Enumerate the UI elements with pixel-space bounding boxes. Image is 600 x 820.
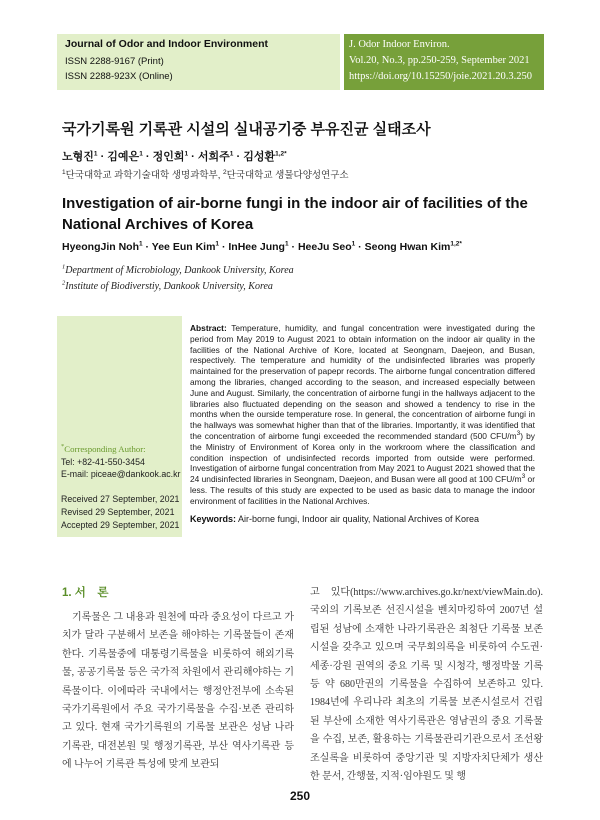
affiliation-2: $^2$Institute of Biodiverstiy, Dankook University, Korea xyxy=(62,279,273,292)
date-accepted: Accepted 29 September, 2021 xyxy=(61,520,180,530)
english-author-affiliation-mark: 1 xyxy=(284,240,289,248)
korean-author-name: 노형진 xyxy=(62,151,94,163)
english-author-name: InHee Jung xyxy=(228,241,285,253)
korean-affiliations: $^1$단국대학교 과학기술대학 생명과학부, $^2$단국대학교 생물다양성연구소 xyxy=(62,168,349,181)
english-author-name: HeeJu Seo xyxy=(297,241,352,253)
section-heading-introduction: 1. 서 론 xyxy=(62,587,109,599)
journal-header-right xyxy=(344,34,544,90)
english-author-affiliation-mark: 1,2* xyxy=(450,240,462,248)
corresponding-tel: Tel: +82-41-550-3454 xyxy=(61,457,145,467)
korean-author-name: 김성환 xyxy=(243,151,276,163)
journal-abbrev: J. Odor Indoor Environ. xyxy=(349,39,450,50)
korean-title: 국가기록원 기록관 시설의 실내공기중 부유진균 실태조사 xyxy=(62,121,431,138)
english-title: Investigation of air-borne fungi in the indoor air of facilities of the National Archives of Korea xyxy=(62,195,528,233)
korean-authors xyxy=(62,148,287,164)
issn-online: ISSN 2288-923X (Online) xyxy=(65,71,173,82)
date-revised: Revised 29 September, 2021 xyxy=(61,507,175,517)
corresponding-label: *Corresponding Author: xyxy=(61,443,146,454)
english-author-separator: · xyxy=(219,241,229,253)
english-authors xyxy=(62,241,462,253)
page-number: 250 xyxy=(289,789,311,803)
body-column-1: 기록물은 그 내용과 원천에 따라 중요성이 다르고 가치가 달라 구분해서 보존을 해야하는 기록물들이 존재한다. 기록물중에 대통령기록물을 비롯하여 해외기록물, 공공기록물 등은 국가적 차원에서 관리해야하는 기록물이다. 이에따라 국내에서는 행정안전부에 소속된 국가기록원에서 주요 국가기록물을 수집·보존 관리하고 있다. 현재 국가기록원의 기록물 보관은 성남 나라기록관, 대전본원 및 행정기록관, 부산 역사기록관 등에 나누어 기록관 특성에 맞게 보관되 xyxy=(62,612,294,771)
english-author-affiliation-mark: 1 xyxy=(139,240,143,248)
volume-pages: Vol.20, No.3, pp.250-259, September 2021 xyxy=(349,55,530,66)
english-author-separator: · xyxy=(288,241,298,253)
korean-author-separator: · xyxy=(188,151,198,163)
korean-author-affiliation-mark: 1 xyxy=(93,150,98,158)
english-author-separator: · xyxy=(355,241,365,253)
doi-link[interactable]: https://doi.org/10.15250/joie.2021.20.3.250 xyxy=(349,71,532,82)
affiliation-1: $^1$Department of Microbiology, Dankook University, Korea xyxy=(62,263,294,276)
journal-header-left xyxy=(57,34,340,90)
body-column-2: 고 있다(https://www.archives.go.kr/next/viewMain.do). 국외의 기록보존 선진시설을 벤치마킹하여 2007년 설립된 성남에 소재한 나라기록관은 최첨단 기록물 보존 시설을 갖추고 있으며 국무회의록을 비롯하여 수도권·세종·강원 권역의 중요 기록 및 시청각, 행정박물 기록 등 약 680만권의 기록물을 수집하여 보존하고 있다. 1984년에 우리나라 최초의 기록물 보존시설로서 건립된 부산에 소재한 역사기록관은 영남권의 중요 기록물을 수집, 보존, 활용하는 기록물관리기관으로서 조선왕조실록을 비롯하여 중앙기관 및 지방자치단체가 생산한 문서, 간행물, 지적·임야원도 및 행 xyxy=(310,587,543,783)
korean-author-affiliation-mark: 1,2* xyxy=(275,150,287,158)
date-received: Received 27 September, 2021 xyxy=(61,494,180,504)
article-info-panel xyxy=(57,316,182,537)
korean-author-affiliation-mark: 1 xyxy=(139,150,143,158)
korean-author-separator: · xyxy=(142,151,153,163)
korean-author-affiliation-mark: 1 xyxy=(184,150,189,158)
abstract-panel xyxy=(182,316,544,537)
english-author-name: Seong Hwan Kim xyxy=(364,241,451,253)
corresponding-email[interactable]: E-mail: piceae@dankook.ac.kr xyxy=(61,469,181,479)
korean-author-name: 정인희 xyxy=(152,151,185,163)
abstract-text: Abstract: Temperature, humidity, and fungal concentration were investigated during the period from May 2019 to August 2021 to obtain information on the indoor air quality in the facilities of the National Archive of Kore, located at Seongnam, Daejeon, and Busan, respectively. The temperature and humidity of the undisinfected libraries was properly maintained for the preservation of papepr records. The airborne fungal concentration differed among the libraries, changed according to the season, and increased especially between June and August. Similarly, the concentration of airborne fungi in the hallways adjacent to the libraries also fluctuated depending on the season and showed a tendency to rise in the months when the ourside temperature rose. In general, the concentration of airborne fungi in the hallways was somewhat higher than that of the libraries. Importantly, it was identified that the concentration of airborne fungi exceeded the recommended standard (500 CFU/$m^3$) by the Ministry of Environment of Korea only in the workroom where the classification and condition inspection of undisinfected records imported from outside were performed. Investigation of airborne fungal concentration from May 2021 to August 2021 showed that the 24 undisinfected libraries in Seongnam, Daejeon, and Busan were all good at 100 CFU/$m^3$ or less. The results of this study are expected to be used as basic data to manage the indoor environment of facilities in the National Archives. xyxy=(190,323,535,506)
english-author-name: HyeongJin Noh xyxy=(62,241,140,253)
english-author-affiliation-mark: 1 xyxy=(351,240,356,248)
korean-author-separator: · xyxy=(97,151,108,163)
korean-author-separator: · xyxy=(233,151,244,163)
korean-author-affiliation-mark: 1 xyxy=(229,150,234,158)
korean-author-name: 김예은 xyxy=(107,151,140,163)
english-author-separator: · xyxy=(142,241,152,253)
keywords: Keywords: Air-borne fungi, Indoor air quality, National Archives of Korea xyxy=(190,514,479,524)
issn-print: ISSN 2288-9167 (Print) xyxy=(65,56,164,67)
korean-author-name: 서희주 xyxy=(197,151,230,163)
journal-name: Journal of Odor and Indoor Environment xyxy=(65,38,269,50)
english-author-name: Yee Eun Kim xyxy=(151,241,216,253)
english-author-affiliation-mark: 1 xyxy=(215,240,220,248)
